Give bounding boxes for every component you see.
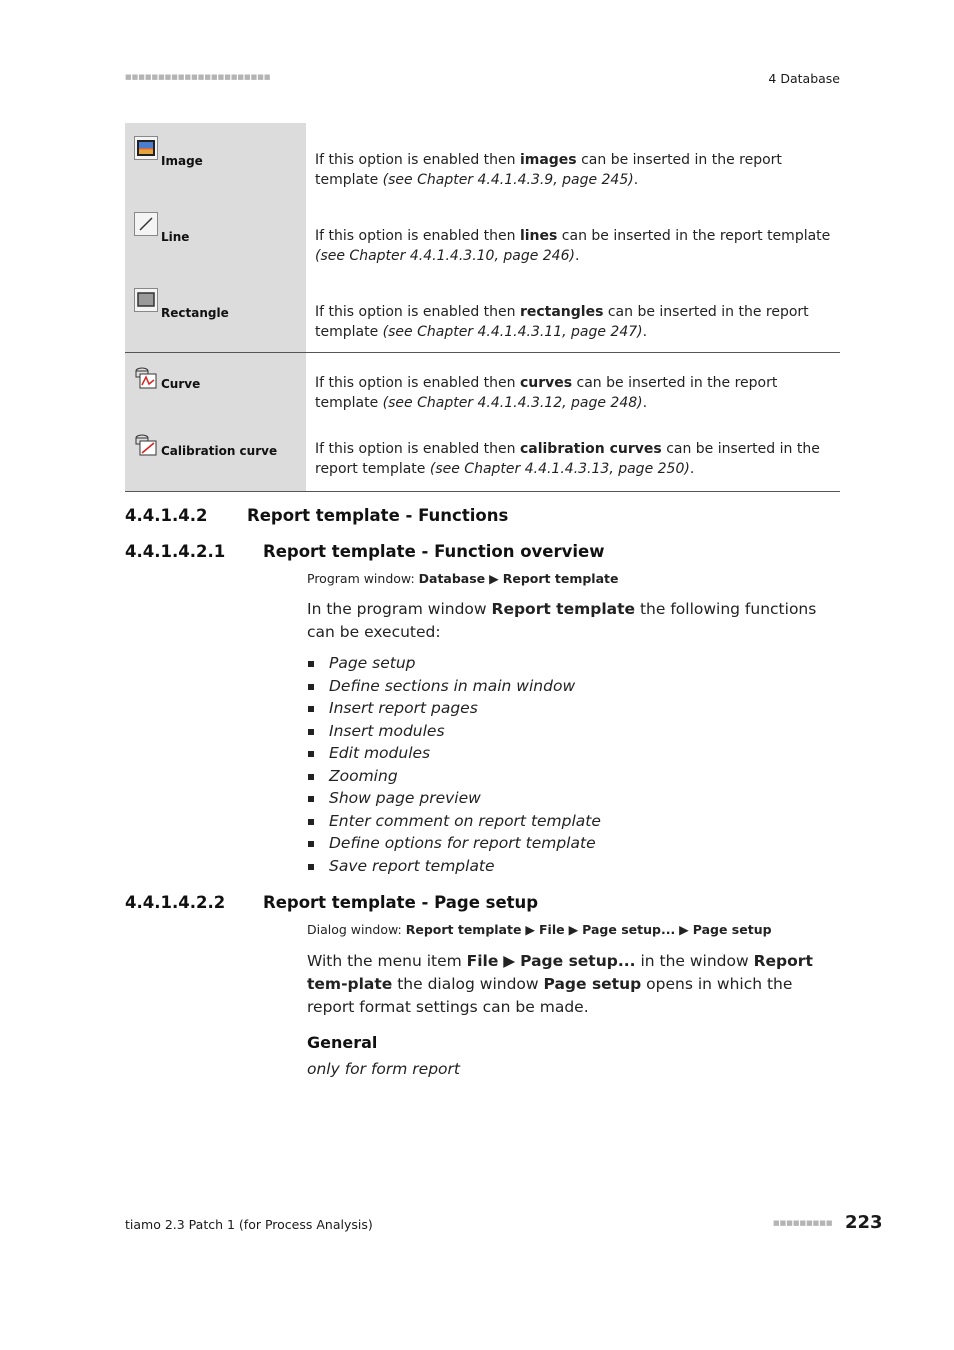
line-icon [134, 212, 158, 236]
image-icon [134, 136, 158, 160]
curve-icon [134, 366, 158, 390]
list-item[interactable]: Insert report pages [307, 697, 601, 720]
list-item[interactable]: Page setup [307, 652, 601, 675]
option-label: Calibration curve [161, 444, 278, 458]
option-label: Rectangle [161, 306, 229, 320]
table-row [125, 352, 840, 421]
intro-paragraph: In the program window Report template the following functions can be executed: [307, 600, 817, 641]
page-number: 223 [845, 1212, 883, 1233]
page-setup-paragraph: With the menu item File ▶ Page setup... in the window Report tem-plate the dialog window Page setup opens in which the report format settings can be made. [307, 952, 813, 1016]
general-note: only for form report [307, 1060, 460, 1078]
option-label: Image [161, 154, 203, 168]
table-row [125, 421, 840, 491]
option-label-cell [125, 123, 306, 199]
section-heading: 4.4.1.4.2 Report template - Functions [125, 506, 509, 525]
table-row [125, 123, 840, 199]
list-item[interactable]: Save report template [307, 855, 601, 878]
list-item[interactable]: Show page preview [307, 787, 601, 810]
option-description: If this option is enabled then images can be inserted in the report template (see Chapter 4.4.1.4.3.9, page 245). [315, 152, 782, 188]
option-label-cell [125, 199, 306, 275]
option-description: If this option is enabled then curves can be inserted in the report template (see Chapter 4.4.1.4.3.12, page 248). [315, 374, 778, 411]
list-item[interactable]: Insert modules [307, 720, 601, 743]
footer-product: tiamo 2.3 Patch 1 (for Process Analysis) [125, 1217, 373, 1232]
list-item[interactable]: Enter comment on report template [307, 810, 601, 833]
section-heading: 4.4.1.4.2.2 Report template - Page setup [125, 893, 539, 912]
table-row [125, 275, 840, 352]
list-item[interactable]: Define sections in main window [307, 675, 601, 698]
option-description: If this option is enabled then rectangles can be inserted in the report template (see Chapter 4.4.1.4.3.11, page 247). [306, 275, 840, 352]
function-list [307, 652, 601, 877]
option-label-cell [125, 421, 306, 491]
list-item[interactable]: Zooming [307, 765, 601, 788]
option-label-cell [125, 352, 306, 421]
menu-path: Program window: Database ▶ Report template [307, 571, 619, 586]
section-heading: 4.4.1.4.2.1 Report template - Function overview [125, 542, 605, 561]
list-item[interactable]: Define options for report template [307, 832, 601, 855]
rectangle-icon [134, 288, 158, 312]
option-description: If this option is enabled then calibration curves can be inserted in the report template (see Chapter 4.4.1.4.3.13, page 250). [306, 421, 840, 491]
option-label-cell [125, 275, 306, 352]
option-label: Curve [161, 376, 201, 391]
menu-path: Dialog window: Report template ▶ File ▶ Page setup... ▶ Page setup [307, 922, 772, 937]
header-squares: ■■■■■■■■■■■■■■■■■■■■■■ [125, 73, 271, 81]
general-heading: General [307, 1033, 378, 1052]
option-description: If this option is enabled then lines can be inserted in the report template (see Chapter 4.4.1.4.3.10, page 246). [315, 228, 831, 264]
list-item[interactable]: Edit modules [307, 742, 601, 765]
table-row [125, 199, 840, 275]
options-table [125, 123, 840, 492]
calibration-curve-icon [134, 433, 158, 457]
footer-squares: ■■■■■■■■■ [773, 1219, 833, 1227]
header-chapter: 4 Database [768, 71, 840, 86]
option-label: Line [161, 230, 190, 244]
